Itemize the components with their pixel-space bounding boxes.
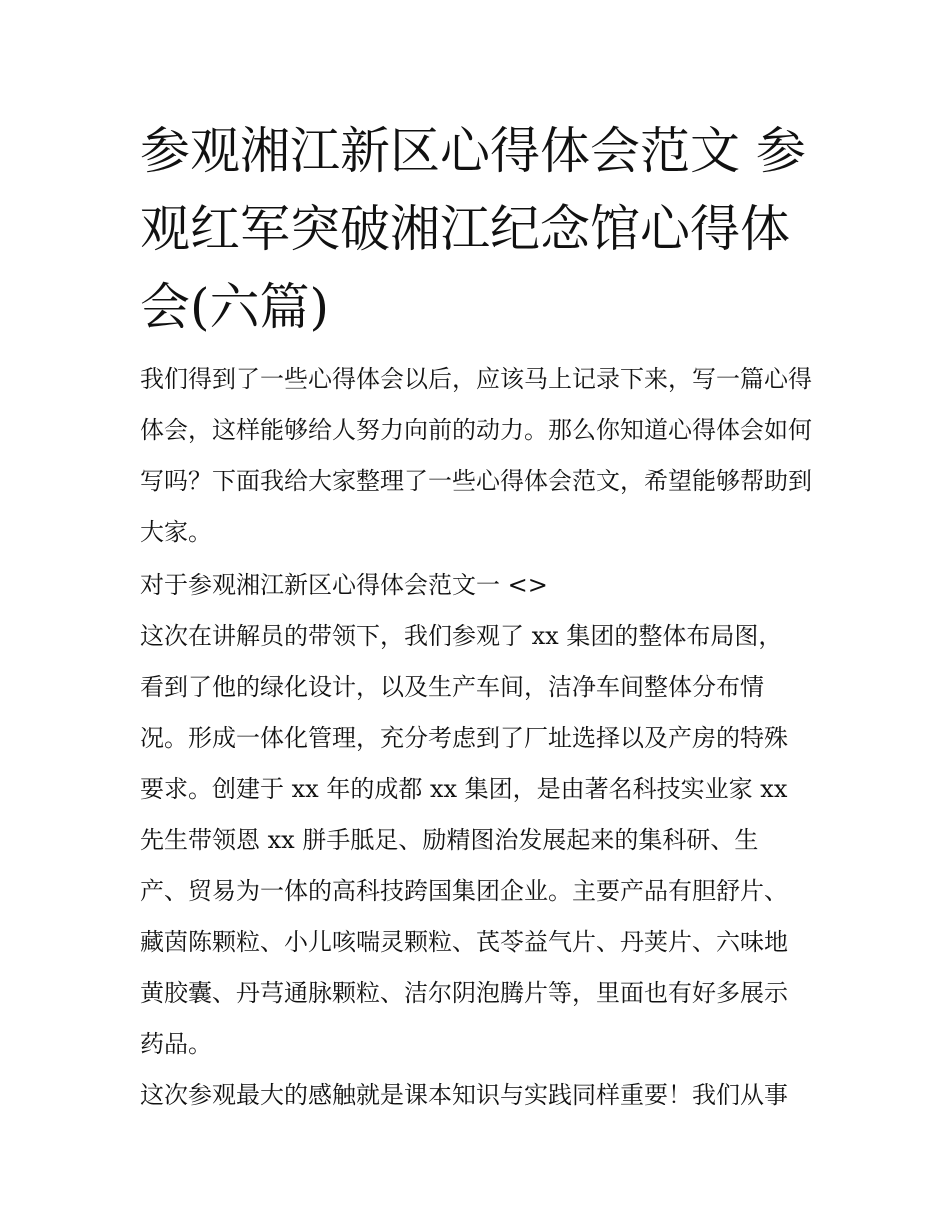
document-content <box>140 112 812 1121</box>
section-heading: 对于参观湘江新区心得体会范文一 <> <box>140 571 548 599</box>
body-line: 看到了他的绿化设计，以及生产车间，洁净车间整体分布情 <box>140 673 764 701</box>
body-line: 产、贸易为一体的高科技跨国集团企业。主要产品有胆舒片、 <box>140 877 788 905</box>
body-line: 先生带领恩 xx 胼手胝足、励精图治发展起来的集科研、生 <box>140 826 759 854</box>
body-line: 况。形成一体化管理，充分考虑到了厂址选择以及产房的特殊 <box>140 724 788 752</box>
intro-paragraph: 我们得到了一些心得体会以后，应该马上记录下来，写一篇心得体会，这样能够给人努力向前的动力。那么你知道心得体会如何写吗？下面我给大家整理了一些心得体会范文，希望能够帮助到大家。 <box>140 365 812 546</box>
body-line: 药品。 <box>140 1030 212 1058</box>
body-line: 藏茵陈颗粒、小儿咳喘灵颗粒、芪苓益气片、丹荚片、六味地 <box>140 928 788 956</box>
body-line: 要求。创建于 xx 年的成都 xx 集团，是由著名科技实业家 xx <box>140 775 788 803</box>
body-paragraph-1 <box>140 611 812 1070</box>
body-line: 黄胶囊、丹芎通脉颗粒、洁尔阴泡腾片等，里面也有好多展示 <box>140 979 788 1007</box>
document-title: 参观湘江新区心得体会范文 参观红军突破湘江纪念馆心得体会(六篇) <box>140 122 806 336</box>
body-line: 这次在讲解员的带领下，我们参观了 xx 集团的整体布局图， <box>140 622 783 650</box>
body-paragraph-2: 这次参观最大的感触就是课本知识与实践同样重要！我们从事 <box>140 1081 788 1109</box>
